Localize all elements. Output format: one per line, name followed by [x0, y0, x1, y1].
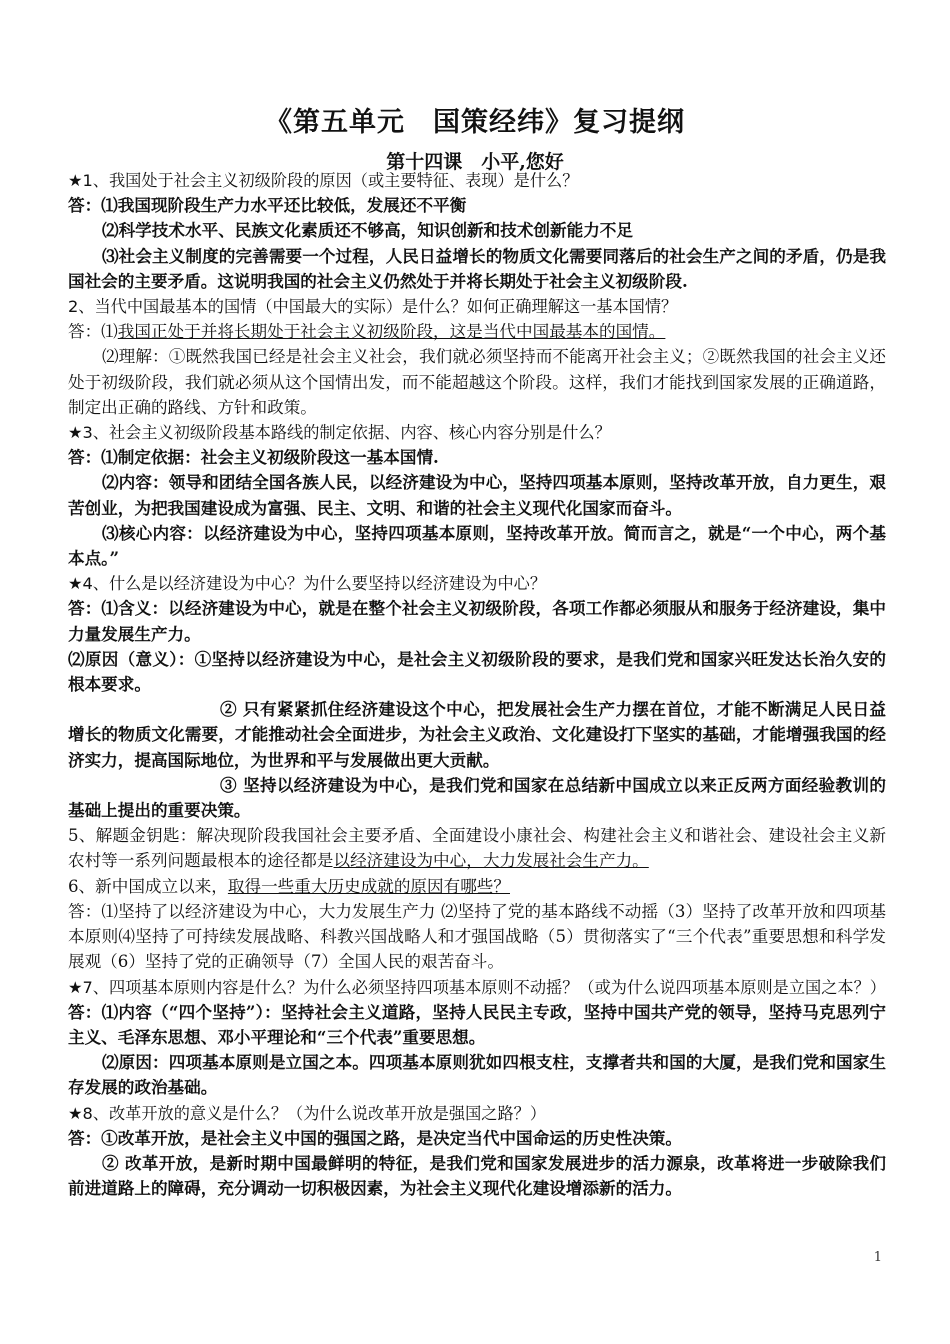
question-4: ★4、什么是以经济建设为中心？为什么要坚持以经济建设为中心？	[68, 574, 547, 594]
question-1: ★1、我国处于社会主义初级阶段的原因（或主要特征、表现）是什么？	[68, 171, 579, 190]
question-6-prefix: 6、新中国成立以来，	[68, 876, 228, 896]
answer-2-prefix: 答：⑴	[68, 322, 118, 342]
answer-1-part-2: ⑵科学技术水平、民族文化素质还不够高，知识创新和技术创新能力不足	[102, 220, 633, 241]
answer-1-part-3: ⑶社会主义制度的完善需要一个过程，人民日益增长的物质文化需要同落后的社会生产之间的矛盾，仍是我国社会的主要矛盾。这说明我国的社会主义仍然处于并将长期处于社会主义初级阶段.	[68, 245, 886, 291]
question-6	[68, 874, 886, 899]
answer-3-part-2: ⑵内容：领导和团结全国各族人民，以经济建设为中心，坚持四项基本原则，坚持改革开放，自力更生，艰苦创业，为把我国建设成为富强、民主、文明、和谐的社会主义现代化国家而奋斗。	[68, 472, 886, 518]
answer-4-part-1: 答：⑴含义：以经济建设为中心，就是在整个社会主义初级阶段，各项工作都必须服从和服务于经济建设，集中力量发展生产力。	[68, 598, 886, 644]
answer-8-part-1: 答：①改革开放，是社会主义中国的强国之路，是决定当代中国命运的历史性决策。	[68, 1127, 682, 1148]
answer-8-part-2: ② 改革开放，是新时期中国最鲜明的特征，是我们党和国家发展进步的活力源泉，改革将进一步破除我们前进道路上的障碍，充分调动一切积极因素，为社会主义现代化建设增添新的活力。	[68, 1152, 886, 1199]
answer-3-part-3: ⑶核心内容：以经济建设为中心，坚持四项基本原则，坚持改革开放。简而言之，就是“一个中心，两个基本点。”	[68, 522, 886, 569]
question-6-underlined: 取得一些重大历史成就的原因有哪些？	[227, 876, 510, 896]
question-2: 2、当代中国最基本的国情（中国最大的实际）是什么？如何正确理解这一基本国情？	[68, 297, 678, 317]
question-3: ★3、社会主义初级阶段基本路线的制定依据、内容、核心内容分别是什么？	[68, 423, 611, 443]
answer-7-part-2: ⑵原因：四项基本原则是立国之本。四项基本原则犹如四根支柱，支撑者共和国的大厦，是我们党和国家生存发展的政治基础。	[68, 1052, 886, 1098]
question-7: ★7、四项基本原则内容是什么？为什么必须坚持四项基本原则不动摇？（或为什么说四项基本原则是立国之本？）	[68, 977, 886, 997]
document-body	[68, 168, 886, 1201]
question-8: ★8、改革开放的意义是什么？（为什么说改革开放是强国之路？）	[68, 1103, 547, 1123]
answer-3-part-1: 答：⑴制定依据：社会主义初级阶段这一基本国情.	[68, 447, 439, 468]
document-title: 《第五单元 国策经纬》复习提纲	[265, 107, 685, 138]
page-number: 1	[873, 1250, 882, 1265]
answer-7-part-1: 答：⑴内容（“四个坚持”）：坚持社会主义道路，坚持人民民主专政，坚持中国共产党的领导，坚持马克思列宁主义、毛泽东思想、邓小平理论和“三个代表”重要思想。	[68, 1001, 886, 1047]
answer-2-part-2: ⑵理解：①既然我国已经是社会主义社会，我们就必须坚持而不能离开社会主义；②既然我国的社会主义还处于初级阶段，我们就必须从这个国情出发，而不能超越这个阶段。这样，我们才能找到国家发展的正确道路，制定出正确的路线、方针和政策。	[68, 347, 886, 417]
answer-2-underlined: 我国正处于并将长期处于社会主义初级阶段，这是当代中国最基本的国情。	[117, 322, 666, 342]
answer-4-part-2: ⑵原因（意义）：①坚持以经济建设为中心，是社会主义初级阶段的要求，是我们党和国家兴旺发达长治久安的根本要求。	[68, 648, 886, 695]
note-5-underlined: 以经济建设为中心，大力发展社会生产力。	[333, 851, 649, 871]
note-5-prefix: 5、解题金钥匙：解决现阶段我国社会主要矛盾、全面建设小康社会、构建社会主义和谐社会、建设社会主义新农村等一系列问题最根本的途径都是	[68, 826, 886, 871]
answer-4-part-3: ② 只有紧紧抓住经济建设这个中心，把发展社会生产力摆在首位，才能不断满足人民日益增长的物质文化需要，才能推动社会全面进步，为社会主义政治、文化建设打下坚实的基础，才能增强我国的经济实力，提高国际地位，为世界和平与发展做出更大贡献。	[68, 699, 886, 770]
answer-2-part-1	[68, 319, 886, 344]
note-5	[68, 823, 886, 873]
answer-6: 答：⑴坚持了以经济建设为中心，大力发展生产力 ⑵坚持了党的基本路线不动摇（3）坚持了改革开放和四项基本原则⑷坚持了可持续发展战略、科教兴国战略人和才强国战略（5）贯彻落实了“三个代表”重要思想和科学发展观（6）坚持了党的正确领导（7）全国人民的艰苦奋斗。	[68, 901, 886, 972]
answer-4-part-4: ③ 坚持以经济建设为中心，是我们党和国家在总结新中国成立以来正反两方面经验教训的基础上提出的重要决策。	[68, 774, 886, 821]
answer-1-part-1: 答：⑴我国现阶段生产力水平还比较低，发展还不平衡	[68, 195, 467, 216]
lesson-subtitle: 第十四课 小平,您好	[386, 151, 564, 173]
